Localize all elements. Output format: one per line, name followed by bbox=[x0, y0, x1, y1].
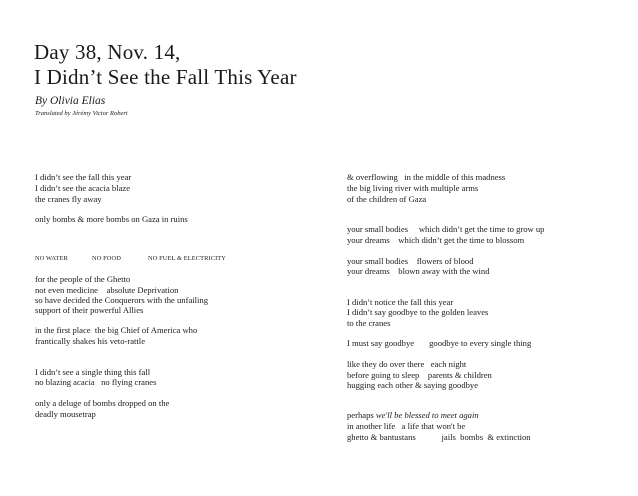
poem-line: & overflowing in the middle of this madness bbox=[347, 172, 506, 182]
poem-line: the big living river with multiple arms bbox=[347, 183, 479, 193]
poem-line: your dreams which didn’t get the time to blossom bbox=[347, 235, 525, 245]
poem-line: only bombs & more bombs on Gaza in ruins bbox=[35, 214, 188, 224]
poem-line: your small bodies which didn’t get the time to grow up bbox=[347, 224, 545, 234]
poem-line: like they do over there each night bbox=[347, 359, 467, 369]
poem-line: your dreams blown away with the wind bbox=[347, 266, 490, 276]
poem-line: to the cranes bbox=[347, 318, 391, 328]
poem-line: I didn’t see a single thing this fall bbox=[35, 367, 151, 377]
title-line-2: I Didn’t See the Fall This Year bbox=[34, 65, 297, 89]
poem-line: I must say goodbye goodbye to every single thing bbox=[347, 338, 532, 348]
poem-line: in another life a life that won't be bbox=[347, 421, 466, 431]
poem-line: deadly mousetrap bbox=[35, 409, 96, 419]
poem-line: hugging each other & saying goodbye bbox=[347, 380, 479, 390]
poem-line: I didn’t notice the fall this year bbox=[347, 297, 454, 307]
poem-line: I didn’t see the fall this year bbox=[35, 172, 132, 182]
title-line-1: Day 38, Nov. 14, bbox=[34, 40, 181, 64]
poem-line: I didn’t say goodbye to the golden leaves bbox=[347, 307, 489, 317]
caps-line-no-water: NO WATER bbox=[35, 255, 68, 262]
poem-title bbox=[34, 40, 297, 90]
poem-line: before going to sleep parents & children bbox=[347, 370, 492, 380]
poem-line: in the first place the big Chief of America who bbox=[35, 325, 198, 335]
author-byline: By Olivia Elias bbox=[35, 95, 106, 107]
poem-line: for the people of the Ghetto bbox=[35, 274, 131, 284]
poem-line-italic: we'll be blessed to meet again bbox=[375, 410, 479, 420]
poem-line bbox=[347, 410, 479, 421]
poem-line: no blazing acacia no flying cranes bbox=[35, 377, 157, 387]
poem-line: I didn’t see the acacia blaze bbox=[35, 183, 131, 193]
poem-line: the cranes fly away bbox=[35, 194, 102, 204]
poem-line: your small bodies flowers of blood bbox=[347, 256, 474, 266]
caps-line-no-fuel: NO FUEL & ELECTRICITY bbox=[148, 255, 227, 262]
poem-line: frantically shakes his veto-rattle bbox=[35, 336, 146, 346]
poem-line: so have decided the Conquerors with the unfailing bbox=[35, 295, 209, 305]
poem-line-plain: perhaps bbox=[347, 410, 376, 420]
poem-line: ghetto & bantustans jails bombs & extinction bbox=[347, 432, 531, 442]
poem-line: support of their powerful Allies bbox=[35, 305, 144, 315]
poem-line: of the children of Gaza bbox=[347, 194, 427, 204]
poem-line: not even medicine absolute Deprivation bbox=[35, 285, 179, 295]
translator-credit: Translated by Jérémy Victor Robert bbox=[35, 110, 128, 117]
poem-line: only a deluge of bombs dropped on the bbox=[35, 398, 170, 408]
caps-line-no-food: NO FOOD bbox=[92, 255, 121, 262]
